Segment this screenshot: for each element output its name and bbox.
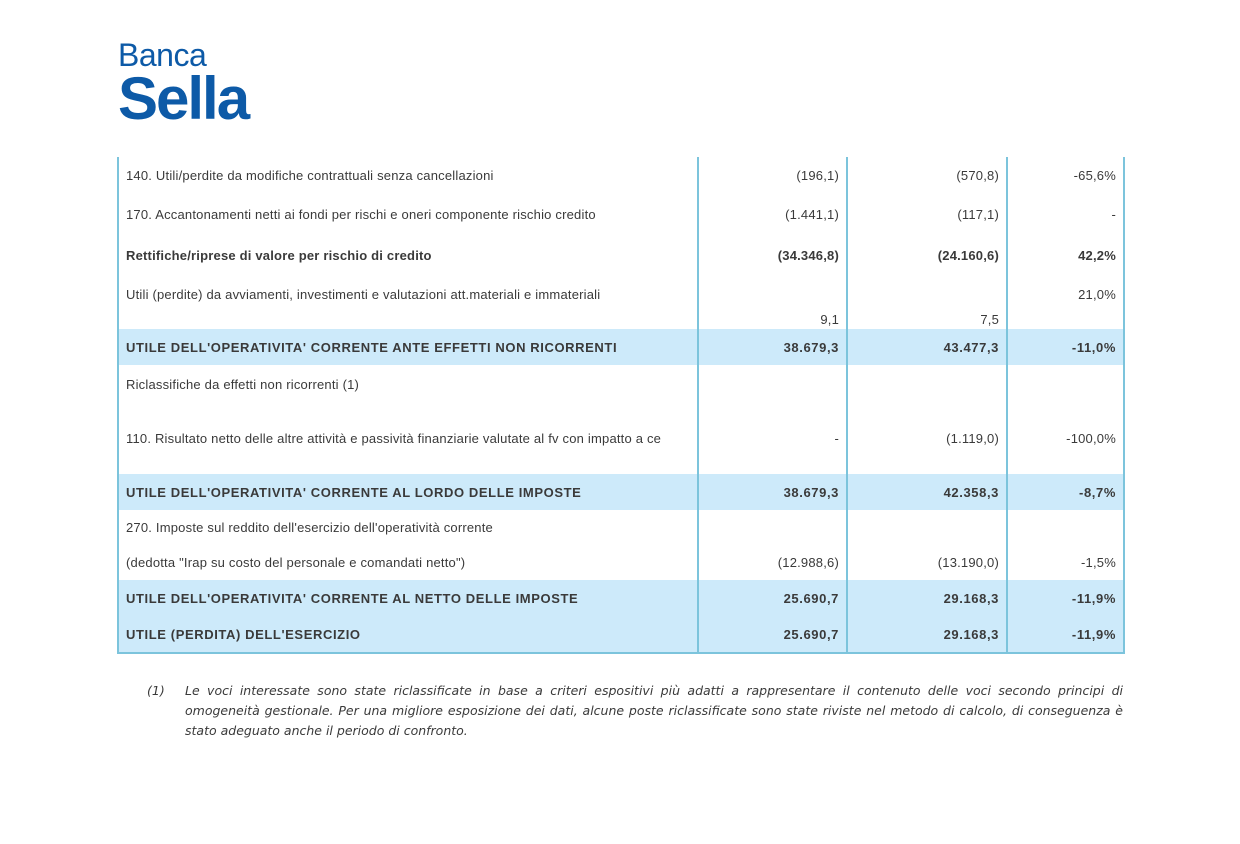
- logo-line-sella: Sella: [118, 65, 249, 132]
- row-label: 140. Utili/perdite da modifiche contrattuali senza cancellazioni: [118, 157, 698, 193]
- value-cell: 9,1: [698, 276, 847, 329]
- value-cell: -: [698, 403, 847, 474]
- value-cell: (34.346,8): [698, 235, 847, 276]
- value-cell: (570,8): [847, 157, 1007, 193]
- table-row: [118, 617, 1124, 653]
- row-label: 170. Accantonamenti netti ai fondi per rischi e oneri componente rischio credito: [118, 193, 698, 235]
- row-label: Rettifiche/riprese di valore per rischio di credito: [118, 235, 698, 276]
- value-cell: (24.160,6): [847, 235, 1007, 276]
- table-row: [118, 403, 1124, 474]
- value-cell: [847, 510, 1007, 544]
- value-cell: 43.477,3: [847, 329, 1007, 365]
- value-cell: 38.679,3: [698, 474, 847, 510]
- footnote-text: Le voci interessate sono state riclassificate in base a criteri espositivi più adatti a rappresentare il contenuto delle voci secondo principi di omogeneità gestionale. Per una migliore esposizione dei dati, alcune poste riclassificate sono state riviste nel metodo di calcolo, di conseguenza è stato adeguato anche il periodo di confronto.: [185, 683, 1123, 738]
- footnote-marker: (1): [147, 683, 165, 698]
- table-row: [118, 276, 1124, 329]
- change-cell: -100,0%: [1007, 403, 1124, 474]
- table-row: [118, 329, 1124, 365]
- change-cell: -: [1007, 193, 1124, 235]
- row-label: UTILE DELL'OPERATIVITA' CORRENTE AL NETTO DELLE IMPOSTE: [118, 580, 698, 617]
- value-cell: 25.690,7: [698, 617, 847, 653]
- table-row: [118, 544, 1124, 580]
- value-cell: 29.168,3: [847, 580, 1007, 617]
- value-cell: (1.441,1): [698, 193, 847, 235]
- row-label: 270. Imposte sul reddito dell'esercizio dell'operatività corrente: [118, 510, 698, 544]
- value-cell: (13.190,0): [847, 544, 1007, 580]
- table-row: [118, 510, 1124, 544]
- value-cell: [847, 365, 1007, 403]
- row-label: UTILE (PERDITA) DELL'ESERCIZIO: [118, 617, 698, 653]
- row-label: (dedotta "Irap su costo del personale e comandati netto"): [118, 544, 698, 580]
- change-cell: -11,9%: [1007, 617, 1124, 653]
- value-cell: 25.690,7: [698, 580, 847, 617]
- row-label: 110. Risultato netto delle altre attività e passività finanziarie valutate al fv con impatto a ce: [118, 403, 698, 474]
- table-row: [118, 235, 1124, 276]
- change-cell: -8,7%: [1007, 474, 1124, 510]
- value-cell: (1.119,0): [847, 403, 1007, 474]
- row-label: UTILE DELL'OPERATIVITA' CORRENTE ANTE EFFETTI NON RICORRENTI: [118, 329, 698, 365]
- table-row: [118, 193, 1124, 235]
- value-cell: 29.168,3: [847, 617, 1007, 653]
- change-cell: -11,9%: [1007, 580, 1124, 617]
- change-cell: [1007, 510, 1124, 544]
- value-cell: 42.358,3: [847, 474, 1007, 510]
- income-statement-table: [117, 157, 1123, 654]
- change-cell: [1007, 365, 1124, 403]
- table-row: [118, 365, 1124, 403]
- table-row: [118, 474, 1124, 510]
- value-cell: 38.679,3: [698, 329, 847, 365]
- value-cell: (196,1): [698, 157, 847, 193]
- value-cell: 7,5: [847, 276, 1007, 329]
- change-cell: 42,2%: [1007, 235, 1124, 276]
- logo-line-banca: Banca: [118, 37, 207, 73]
- table-row: [118, 157, 1124, 193]
- table-row: [118, 580, 1124, 617]
- row-label: UTILE DELL'OPERATIVITA' CORRENTE AL LORDO DELLE IMPOSTE: [118, 474, 698, 510]
- change-cell: -1,5%: [1007, 544, 1124, 580]
- row-label: Riclassifiche da effetti non ricorrenti (1): [118, 365, 698, 403]
- change-cell: 21,0%: [1007, 276, 1124, 329]
- row-label: Utili (perdite) da avviamenti, investimenti e valutazioni att.materiali e immateriali: [118, 276, 698, 329]
- value-cell: [698, 365, 847, 403]
- value-cell: [698, 510, 847, 544]
- value-cell: (117,1): [847, 193, 1007, 235]
- change-cell: -65,6%: [1007, 157, 1124, 193]
- footnote: [147, 681, 1123, 741]
- change-cell: -11,0%: [1007, 329, 1124, 365]
- bank-logo: [118, 37, 249, 132]
- value-cell: (12.988,6): [698, 544, 847, 580]
